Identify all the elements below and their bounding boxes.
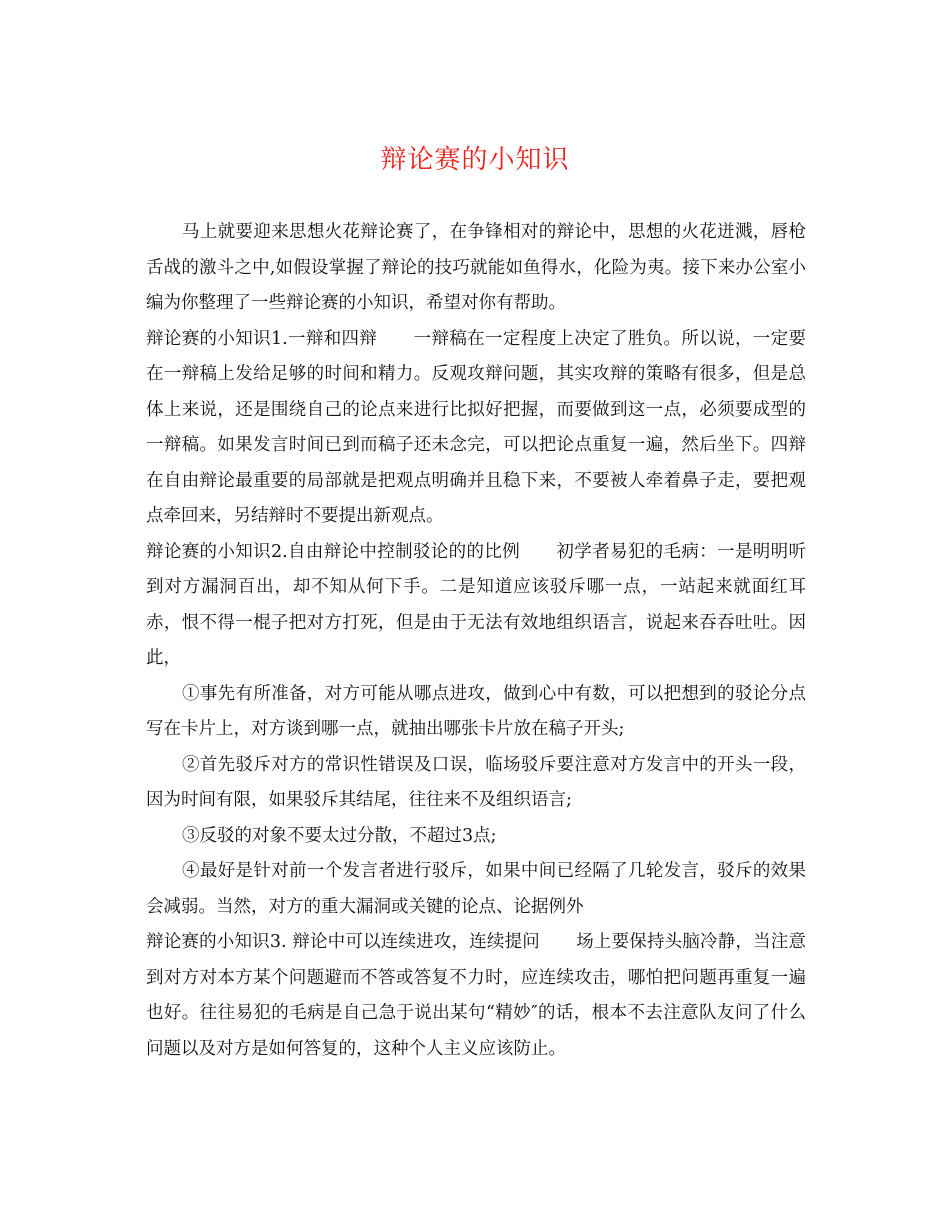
intro-paragraph: 马上就要迎来思想火花辩论赛了，在争锋相对的辩论中，思想的火花迸溅，唇枪舌战的激斗之中,如假设掌握了辩论的技巧就能如鱼得水，化险为夷。接下来办公室小编为你整理了一些辩论赛的小知识，希望对你有帮助。 xyxy=(146,222,806,313)
list-item: ①事先有所准备，对方可能从哪点进攻，做到心中有数，可以把想到的驳论分点写在卡片上，对方谈到哪一点，就抽出哪张卡片放在稿子开头; xyxy=(146,683,806,739)
document-title: 辩论赛的小知识 xyxy=(380,145,570,175)
section-2-paragraph xyxy=(146,535,806,677)
section-3-paragraph xyxy=(146,925,806,1067)
section-2-body: 初学者易犯的毛病：一是明明听到对方漏洞百出，却不知从何下手。二是知道应该驳斥哪一点，一站起来就面红耳赤，恨不得一棍子把对方打死，但是由于无法有效地组织语言，说起来吞吞吐吐。因此， xyxy=(146,541,806,668)
section-1-paragraph xyxy=(146,322,806,535)
list-item: ②首先驳斥对方的常识性错误及口误，临场驳斥要注意对方发言中的开头一段，因为时间有限，如果驳斥其结尾，往往来不及组织语言; xyxy=(146,754,806,810)
document-body xyxy=(146,215,806,1067)
section-2-heading: 辩论赛的小知识2.自由辩论中控制驳论的的比例 xyxy=(146,541,521,562)
section-3-heading: 辩论赛的小知识3. 辩论中可以连续进攻，连续提问 xyxy=(146,932,540,952)
list-item: ④最好是针对前一个发言者进行驳斥，如果中间已经隔了几轮发言，驳斥的效果会减弱。当然，对方的重大漏洞或关键的论点、论据例外 xyxy=(146,861,806,917)
section-1-body: 一辩稿在一定程度上决定了胜负。所以说，一定要在一辩稿上发给足够的时间和精力。反观攻辩问题，其实攻辩的策略有很多，但是总体上来说，还是围绕自己的论点来进行比拟好把握，而要做到这一点，必须要成型的一辩稿。如果发言时间已到而稿子还未念完，可以把论点重复一遍，然后坐下。四辩在自由辩论最重要的局部就是把观点明确并且稳下来，不要被人牵着鼻子走，要把观点牵回来，另结辩时不要提出新观点。 xyxy=(146,328,806,526)
section-3-body: 场上要保持头脑冷静，当注意到对方对本方某个问题避而不答或答复不力时，应连续攻击，哪怕把问题再重复一遍也好。往往易犯的毛病是自己急于说出某句“精妙″的话，根本不去注意队友问了什么问题以及对方是如何答复的，这种个人主义应该防止。 xyxy=(146,932,807,1059)
list-item: ③反驳的对象不要太过分散，不超过3点; xyxy=(182,825,497,846)
section-1-heading: 辩论赛的小知识1.一辩和四辩 xyxy=(146,328,378,349)
